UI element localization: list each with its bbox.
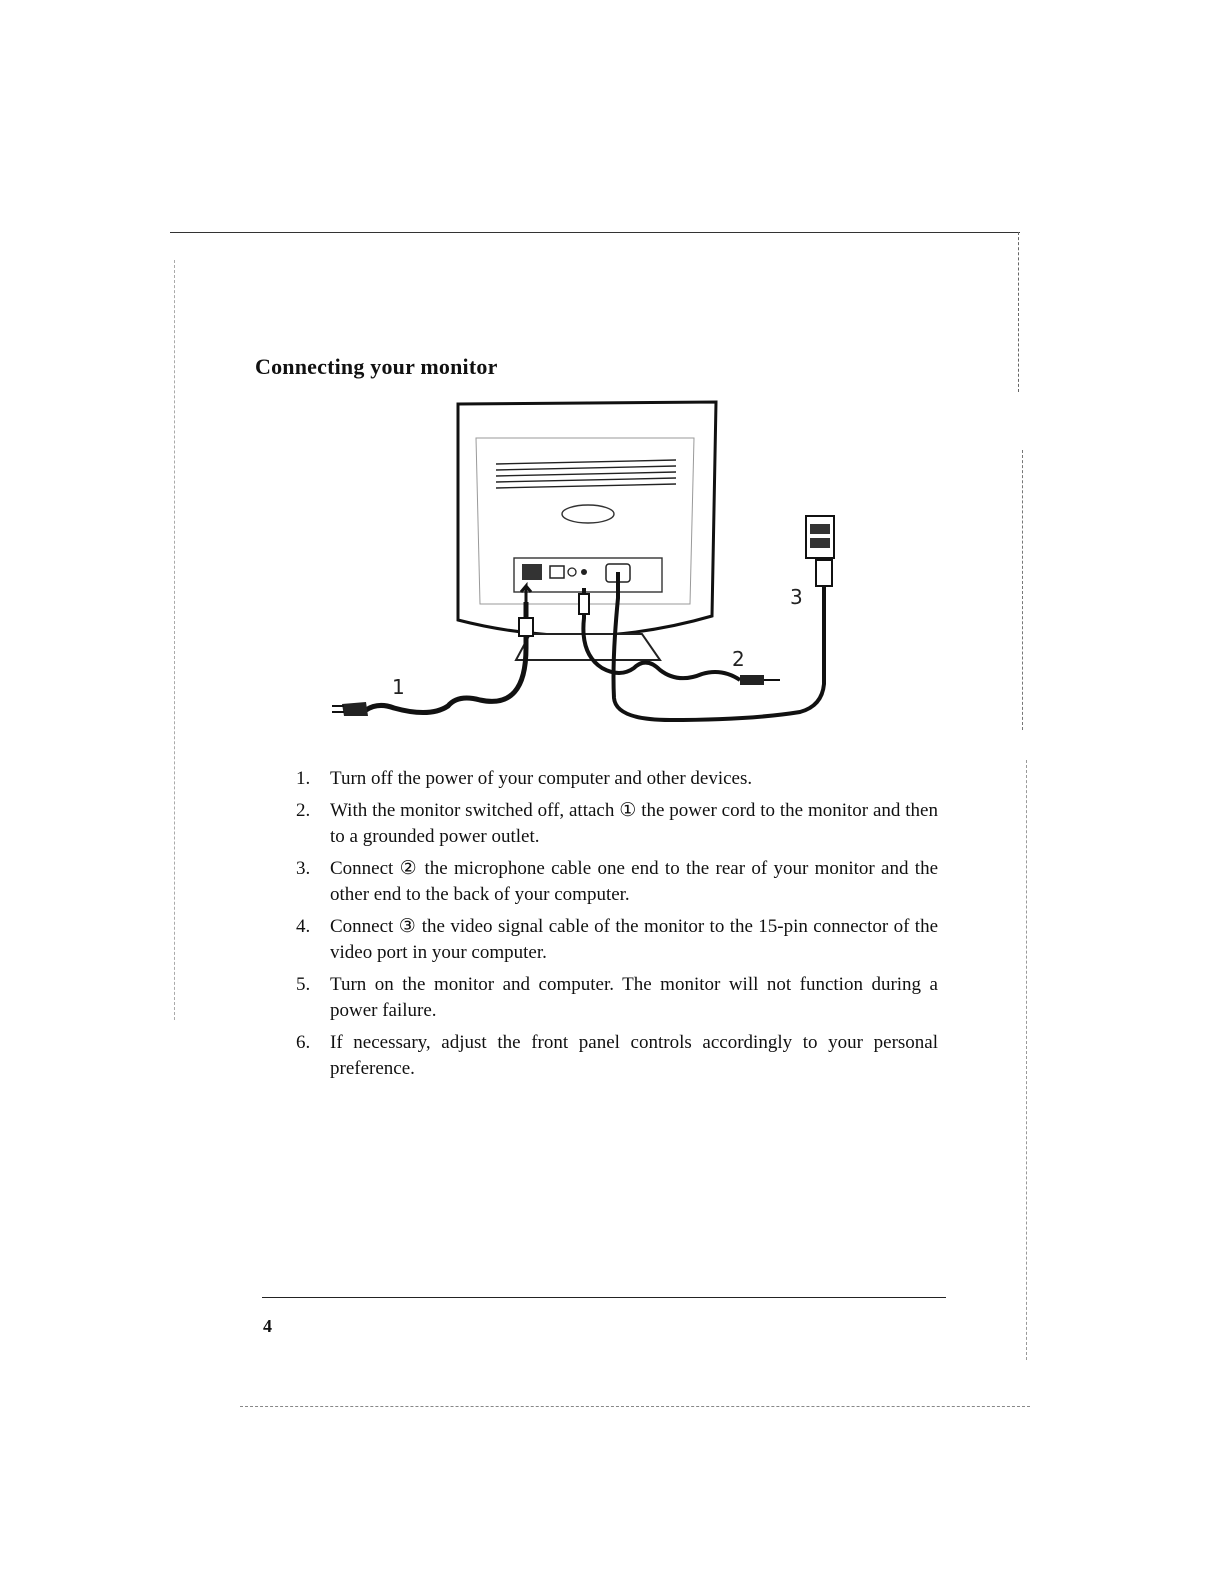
step-text: Connect ② the microphone cable one end to the rear of your monitor and the other end to the back of your computer. — [330, 858, 938, 905]
step-text: With the monitor switched off, attach ① the power cord to the monitor and then to a grounded power outlet. — [330, 800, 938, 847]
page-number: 4 — [263, 1316, 272, 1336]
monitor-connection-diagram — [330, 398, 870, 738]
step-number: 3. — [296, 858, 311, 879]
connection-steps-list — [296, 766, 938, 1088]
right-border-rule — [1022, 450, 1023, 730]
list-item — [296, 856, 938, 908]
step-number: 1. — [296, 768, 311, 789]
top-border-rule — [170, 232, 1020, 233]
list-item — [296, 1030, 938, 1082]
step-number: 2. — [296, 800, 311, 821]
footer-rule — [262, 1297, 946, 1298]
callout-number: 1 — [392, 675, 405, 699]
page-heading: Connecting your monitor — [255, 354, 498, 379]
callout-number: 3 — [790, 585, 803, 609]
step-number: 4. — [296, 916, 311, 937]
right-border-rule — [1026, 760, 1027, 1360]
right-border-rule — [1018, 232, 1019, 392]
list-item — [296, 798, 938, 850]
step-text: Turn off the power of your computer and other devices. — [330, 768, 753, 789]
step-number: 6. — [296, 1032, 311, 1053]
bottom-scan-edge — [240, 1406, 1030, 1407]
list-item — [296, 972, 938, 1024]
step-text: Turn on the monitor and computer. The monitor will not function during a power failure. — [330, 974, 938, 1021]
list-item — [296, 766, 938, 792]
left-border-rule — [174, 260, 175, 1020]
callout-number: 2 — [732, 647, 745, 671]
list-item — [296, 914, 938, 966]
step-text: Connect ③ the video signal cable of the monitor to the 15-pin connector of the video port in your computer. — [330, 916, 938, 963]
step-text: If necessary, adjust the front panel controls accordingly to your personal preference. — [330, 1032, 938, 1079]
step-number: 5. — [296, 974, 311, 995]
